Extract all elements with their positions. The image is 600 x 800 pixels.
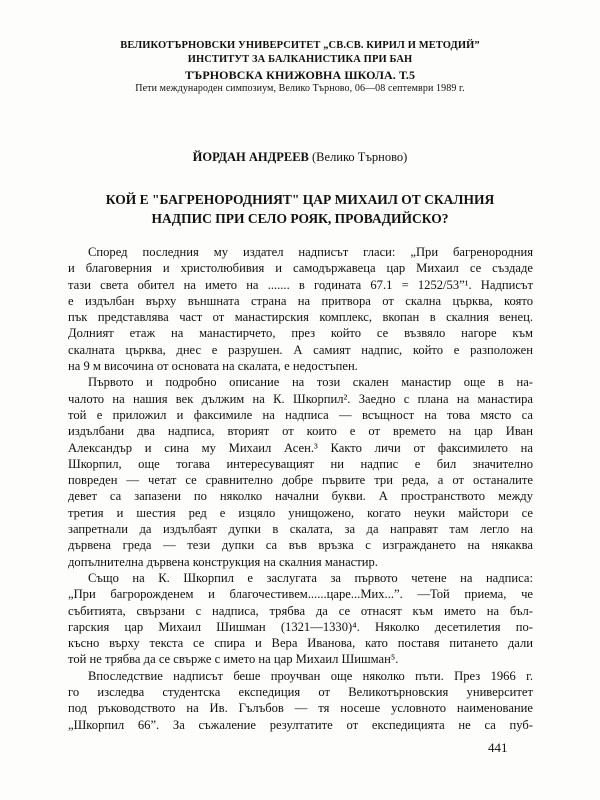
body-line: събитията, свързани с надписа, трябва да се отнасят към името на бъл- (68, 603, 533, 618)
header-university: ВЕЛИКОТЪРНОВСКИ УНИВЕРСИТЕТ „СВ.СВ. КИРИЛ И МЕТОДИЙ” (120, 40, 480, 51)
title-line: НАДПИС ПРИ СЕЛО РОЯК, ПРОВАДИЙСКО? (151, 211, 449, 226)
body-line: Според последния му издател надписът гласи: „При багренородния (88, 245, 533, 259)
author-line (60, 150, 540, 165)
body-line: Първото и подробно описание на този скален манастир още в на- (88, 375, 533, 390)
body-line: третия и шестия ред е изцяло унищожено, когато неуки майстори се (68, 505, 533, 520)
body-line: той не трябва да се свърже с името на цар Михаил Шишман⁵. (68, 652, 399, 667)
body-line: допълнителна дървена конструкция на скалния манастир. (68, 554, 378, 569)
body-line: Също на К. Шкорпил е заслугата за първото четене на надписа: (88, 570, 533, 585)
author-name: ЙОРДАН АНДРЕЕВ (192, 150, 309, 164)
title-line: КОЙ Е "БАГРЕНОРОДНИЯТ" ЦАР МИХАИЛ ОТ СКАЛНИЯ (105, 192, 495, 207)
body-line: и благоверния и христолюбивия и самодържавеца цар Михаил се създаде (68, 261, 533, 276)
body-line: го изследва студентска експедиция от Великотърновския университет (68, 685, 533, 700)
page-number: 441 (488, 740, 508, 755)
body-line: под ръководството на Ив. Гълъбов — тя носеше условното наименование (68, 701, 533, 716)
body-line: на 9 м височина от основата на скалата, е недостъпен. (68, 359, 358, 374)
body-line: повреден — четат се сравнително добре първите три реда, а от останалите (68, 473, 533, 488)
body-line: чалото на нашия век дължим на К. Шкорпил². Заедно с плана на манастира (68, 391, 533, 406)
author-affiliation: (Велико Търново) (312, 150, 408, 164)
body-line: скалната църква, днес е разрушен. А самият надпис, който е разположен (68, 342, 533, 357)
header-institute: ИНСТИТУТ ЗА БАЛКАНИСТИКА ПРИ БАН (187, 54, 413, 65)
article-title (60, 190, 540, 228)
body-line: издълбани два надписа, вторият от които е от времето на цар Иван (68, 424, 533, 439)
body-line: девет са запазени по няколко начални букви. А пространството между (68, 489, 533, 504)
body-line: късно върху текста се спира и Вера Иванова, като поставя питането дали (68, 636, 533, 651)
body-line: Александър и сина му Михаил Асен.³ Както личи от факсимилето на (68, 440, 533, 455)
body-line: запретнали да издълбаят дупки в скалата, за да направят там легло на (68, 522, 533, 537)
body-line: „Шкорпил 66”. За съжаление резултатите от експедицията не са пуб- (68, 717, 533, 732)
body-line: Долният етаж на манастирчето, през който се възвяло нагоре към (68, 326, 533, 341)
body-line: Шкорпил, още тогава интересуващият ни надпис е бил значително (68, 456, 533, 471)
body-line: пък представлява част от манастирския комплекс, вкопан в скалния венец. (68, 310, 533, 325)
body-line: той е приложил и факсимиле на надписа — всъщност на това място са (68, 407, 533, 422)
article-body (68, 244, 533, 733)
header-symposium: Пети международен симпозиум, Велико Търново, 06—08 септември 1989 г. (135, 83, 465, 94)
body-line: дървена греда — тези дупки са във връзка с изграждането на някаква (68, 538, 533, 553)
body-line: гарския цар Михаил Шишман (1321—1330)⁴. Няколко десетилетия по- (68, 619, 533, 634)
body-line: „При багророжденем и благочестивем......царе...Мих...”. —Той приема, че (68, 587, 533, 602)
header-series-title: ТЪРНОВСКА КНИЖОВНА ШКОЛА. Т.5 (184, 68, 416, 82)
body-line: тази света обител на името на ....... в годината 67.1 = 1252/53”¹. Надписът (68, 277, 533, 292)
body-line: Впоследствие надписът беше проучван още няколко пъти. През 1966 г. (88, 668, 533, 683)
body-line: е издълбан върху външната страна на притвора от скална църква, която (68, 293, 533, 308)
